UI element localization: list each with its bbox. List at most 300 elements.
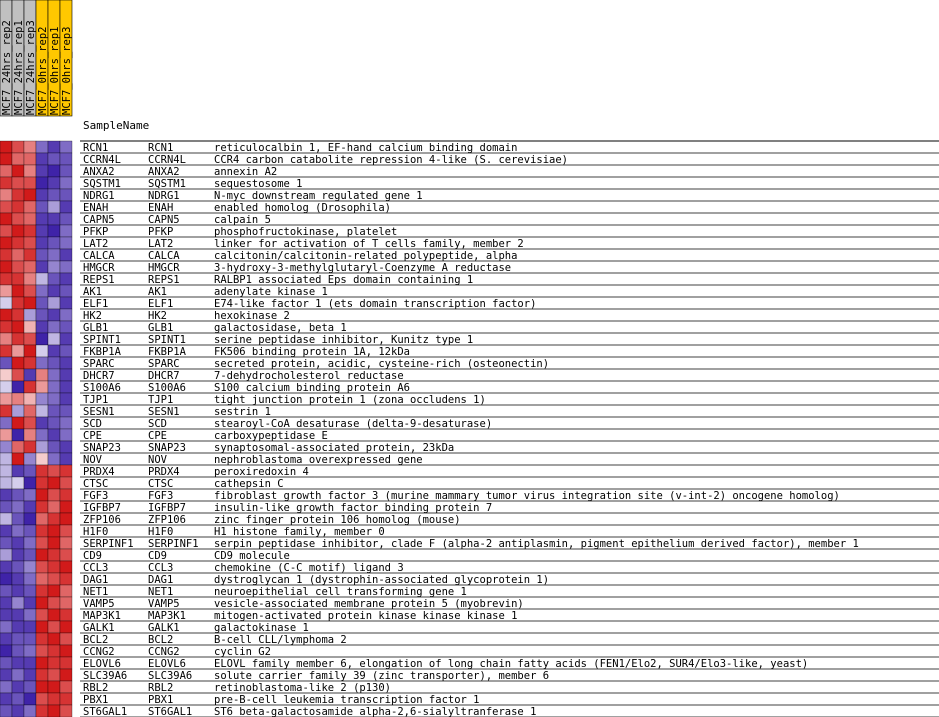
heatmap-cell [48, 441, 60, 453]
heatmap-cell [0, 585, 12, 597]
heatmap-cell [24, 405, 36, 417]
gene-symbol: PFKP [148, 226, 174, 238]
heatmap-cell [24, 597, 36, 609]
gene-name: DAG1 [83, 574, 109, 586]
heatmap-cell [48, 393, 60, 405]
gene-description: solute carrier family 39 (zinc transporter), member 6 [214, 670, 550, 682]
heatmap-cell [48, 621, 60, 633]
heatmap-cell [0, 285, 12, 297]
heatmap-cell [48, 525, 60, 537]
gene-symbol: CAPN5 [148, 214, 180, 226]
heatmap-cell [0, 549, 12, 561]
gene-symbol: ELF1 [148, 298, 174, 310]
heatmap-cell [24, 225, 36, 237]
gene-symbol: SNAP23 [148, 442, 186, 454]
gene-symbol: CPE [148, 430, 167, 442]
heatmap-cell [48, 285, 60, 297]
heatmap-cell [36, 309, 48, 321]
heatmap-cell [12, 297, 24, 309]
heatmap-cell [60, 657, 72, 669]
heatmap-cell [36, 177, 48, 189]
heatmap-cell [24, 237, 36, 249]
heatmap-cell [36, 501, 48, 513]
heatmap-cell [12, 597, 24, 609]
heatmap-cell [60, 213, 72, 225]
heatmap-cell [24, 489, 36, 501]
gene-symbol: HMGCR [148, 262, 180, 274]
heatmap-cell [48, 381, 60, 393]
gene-name: CAPN5 [83, 214, 115, 226]
gene-name: SNAP23 [83, 442, 121, 454]
heatmap-cell [48, 477, 60, 489]
heatmap-cell [0, 249, 12, 261]
gene-description: linker for activation of T cells family, member 2 [214, 238, 524, 250]
heatmap-cell [48, 405, 60, 417]
heatmap-cell [36, 609, 48, 621]
heatmap-cell [48, 681, 60, 693]
heatmap-cell [0, 297, 12, 309]
heatmap-cell [24, 297, 36, 309]
heatmap-cell [12, 465, 24, 477]
heatmap-cell [60, 441, 72, 453]
gene-symbol: FKBP1A [148, 346, 186, 358]
gene-symbol: CD9 [148, 550, 167, 562]
gene-symbol: CALCA [148, 250, 180, 262]
gene-symbol: REPS1 [148, 274, 180, 286]
heatmap-cell [12, 513, 24, 525]
heatmap-cell [24, 525, 36, 537]
heatmap-cell [48, 705, 60, 717]
gene-symbol: AK1 [148, 286, 167, 298]
gene-description: carboxypeptidase E [214, 430, 328, 442]
heatmap-cell [60, 621, 72, 633]
heatmap-cell [60, 465, 72, 477]
heatmap-cell [12, 201, 24, 213]
heatmap-cell [24, 477, 36, 489]
gene-description: secreted protein, acidic, cysteine-rich (osteonectin) [214, 358, 550, 370]
heatmap-cell [0, 513, 12, 525]
heatmap-cell [60, 321, 72, 333]
heatmap-cell [48, 177, 60, 189]
gene-symbol: BCL2 [148, 634, 174, 646]
heatmap-cell [48, 693, 60, 705]
heatmap-cell [60, 405, 72, 417]
heatmap-cell [0, 633, 12, 645]
heatmap-cell [48, 489, 60, 501]
heatmap-cell [48, 585, 60, 597]
gene-name: SPARC [83, 358, 115, 370]
heatmap-cell [12, 309, 24, 321]
gene-description: S100 calcium binding protein A6 [214, 382, 410, 394]
heatmap-cell [12, 381, 24, 393]
gene-name: HK2 [83, 310, 102, 322]
gene-name: CPE [83, 430, 102, 442]
heatmap-cell [36, 249, 48, 261]
heatmap-cell [60, 345, 72, 357]
heatmap-cell [24, 609, 36, 621]
gene-symbol: CCL3 [148, 562, 174, 574]
heatmap-cell [24, 585, 36, 597]
gene-description: sequestosome 1 [214, 178, 303, 190]
gene-name: REPS1 [83, 274, 115, 286]
gene-symbol: SPARC [148, 358, 180, 370]
gene-name: NOV [83, 454, 102, 466]
heatmap-cell [36, 669, 48, 681]
heatmap-cell [12, 477, 24, 489]
heatmap-cell [0, 201, 12, 213]
heatmap-cell [24, 249, 36, 261]
gene-name: RBL2 [83, 682, 109, 694]
heatmap-cell [24, 141, 36, 153]
sample-label: MCF7_24hrs_rep3 [25, 20, 37, 115]
heatmap-cell [60, 261, 72, 273]
gene-symbol: RBL2 [148, 682, 174, 694]
gene-description: hexokinase 2 [214, 310, 290, 322]
heatmap-cell [24, 645, 36, 657]
heatmap-cell [12, 525, 24, 537]
heatmap-cell [0, 177, 12, 189]
heatmap-cell [60, 669, 72, 681]
gene-description: dystroglycan 1 (dystrophin-associated glycoprotein 1) [214, 574, 550, 586]
heatmap-cell [24, 633, 36, 645]
heatmap-cell [12, 441, 24, 453]
gene-symbol: ST6GAL1 [148, 706, 193, 717]
gene-description: 7-dehydrocholesterol reductase [214, 370, 404, 382]
gene-description: annexin A2 [214, 166, 278, 178]
gene-description: galactosidase, beta 1 [214, 322, 347, 334]
heatmap-cell [24, 189, 36, 201]
heatmap-cell [12, 177, 24, 189]
gene-description: galactokinase 1 [214, 622, 309, 634]
gene-name: CCNG2 [83, 646, 115, 658]
heatmap-cell [48, 561, 60, 573]
heatmap-cell [12, 165, 24, 177]
gene-name: SQSTM1 [83, 178, 121, 190]
heatmap-cell [48, 141, 60, 153]
gene-description: peroxiredoxin 4 [214, 466, 309, 478]
heatmap-cell [36, 513, 48, 525]
heatmap-cell [36, 381, 48, 393]
heatmap-cell [0, 225, 12, 237]
heatmap-cell [60, 429, 72, 441]
gene-description: mitogen-activated protein kinase kinase kinase 1 [214, 610, 518, 622]
row-labels [83, 142, 859, 717]
gene-name: NET1 [83, 586, 109, 598]
heatmap-cell [60, 417, 72, 429]
heatmap-cell [60, 645, 72, 657]
heatmap-cell [36, 357, 48, 369]
gene-description: sestrin 1 [214, 406, 271, 418]
heatmap-cell [60, 237, 72, 249]
heatmap-cell [36, 705, 48, 717]
gene-symbol: DHCR7 [148, 370, 180, 382]
heatmap-cell [12, 225, 24, 237]
heatmap-cell [0, 489, 12, 501]
gene-description: B-cell CLL/lymphoma 2 [214, 634, 347, 646]
heatmap-cell [36, 165, 48, 177]
gene-symbol: GLB1 [148, 322, 174, 334]
heatmap-cell [36, 429, 48, 441]
gene-description: neuroepithelial cell transforming gene 1 [214, 586, 467, 598]
heatmap-cell [60, 693, 72, 705]
heatmap-cell [12, 213, 24, 225]
sample-label: MCF7_0hrs_rep1 [49, 26, 61, 115]
heatmap-cell [36, 597, 48, 609]
gene-name: ELOVL6 [83, 658, 121, 670]
heatmap-cell [0, 705, 12, 717]
heatmap-cell [12, 141, 24, 153]
gene-name: FGF3 [83, 490, 109, 502]
heatmap-cell [60, 357, 72, 369]
heatmap-cell [60, 573, 72, 585]
heatmap-cell [60, 297, 72, 309]
gene-symbol: LAT2 [148, 238, 174, 250]
heatmap-cell [24, 573, 36, 585]
gene-symbol: SCD [148, 418, 167, 430]
heatmap-cell [60, 501, 72, 513]
gene-symbol: ENAH [148, 202, 174, 214]
sample-label: MCF7_24hrs_rep2 [1, 20, 13, 115]
heatmap-cell [60, 309, 72, 321]
heatmap-cell [48, 333, 60, 345]
heatmap-cell [36, 537, 48, 549]
heatmap-cell [0, 153, 12, 165]
heatmap-cell [48, 549, 60, 561]
sample-label: MCF7_0hrs_rep3 [61, 26, 73, 115]
heatmap-cell [60, 633, 72, 645]
gene-description: zinc finger protein 106 homolog (mouse) [214, 514, 461, 526]
gene-symbol: CCNG2 [148, 646, 180, 658]
heatmap-cell [24, 201, 36, 213]
gene-description: synaptosomal-associated protein, 23kDa [214, 442, 455, 454]
heatmap-cell [24, 357, 36, 369]
heatmap-cell [0, 261, 12, 273]
heatmap-cell [36, 633, 48, 645]
heatmap-cell [24, 561, 36, 573]
heatmap-cell [0, 213, 12, 225]
gene-symbol: S100A6 [148, 382, 186, 394]
heatmap-cell [36, 237, 48, 249]
heatmap-cell [0, 309, 12, 321]
heatmap-cell [36, 561, 48, 573]
heatmap-cell [48, 273, 60, 285]
heatmap-cell [0, 669, 12, 681]
heatmap-cell [36, 225, 48, 237]
heatmap-cell [36, 417, 48, 429]
heatmap-cell [0, 657, 12, 669]
heatmap-cell [48, 669, 60, 681]
gene-symbol: SLC39A6 [148, 670, 193, 682]
heatmap-cell [24, 453, 36, 465]
gene-name: VAMP5 [83, 598, 115, 610]
heatmap-cell [12, 345, 24, 357]
gene-description: tight junction protein 1 (zona occludens 1) [214, 394, 486, 406]
heatmap-cell [12, 261, 24, 273]
heatmap-cell [60, 549, 72, 561]
heatmap-cell [36, 345, 48, 357]
gene-description: cathepsin C [214, 478, 284, 490]
heatmap-cell [48, 357, 60, 369]
gene-description: E74-like factor 1 (ets domain transcription factor) [214, 298, 537, 310]
gene-description: retinoblastoma-like 2 (p130) [214, 682, 392, 694]
gene-symbol: HK2 [148, 310, 167, 322]
gene-name: H1F0 [83, 526, 109, 538]
gene-symbol: ANXA2 [148, 166, 180, 178]
heatmap-cell [48, 249, 60, 261]
heatmap-cell [24, 381, 36, 393]
heatmap-cell [0, 189, 12, 201]
heatmap-cell [48, 537, 60, 549]
heatmap-cell [60, 369, 72, 381]
gene-description: N-myc downstream regulated gene 1 [214, 190, 423, 202]
gene-name: GALK1 [83, 622, 115, 634]
heatmap-cell [24, 429, 36, 441]
gene-symbol: FGF3 [148, 490, 174, 502]
gene-name: ZFP106 [83, 514, 121, 526]
heatmap-cell [12, 501, 24, 513]
heatmap-cell [24, 441, 36, 453]
heatmap-cell [24, 465, 36, 477]
heatmap-cell [24, 537, 36, 549]
heatmap-cell [12, 585, 24, 597]
heatmap-cell [24, 273, 36, 285]
heatmap-cell [60, 477, 72, 489]
gene-description: serine peptidase inhibitor, Kunitz type 1 [214, 334, 474, 346]
heatmap-cell [60, 597, 72, 609]
heatmap-cell [36, 681, 48, 693]
gene-name: HMGCR [83, 262, 115, 274]
gene-name: GLB1 [83, 322, 109, 334]
heatmap-cell [60, 285, 72, 297]
heatmap-cell [0, 597, 12, 609]
heatmap-cell [36, 573, 48, 585]
heatmap-cell [60, 333, 72, 345]
heatmap-cell [12, 561, 24, 573]
heatmap-cell [12, 489, 24, 501]
gene-symbol: CTSC [148, 478, 174, 490]
heatmap-cell [36, 297, 48, 309]
gene-name: SESN1 [83, 406, 115, 418]
heatmap-cell [12, 153, 24, 165]
heatmap-cell [36, 285, 48, 297]
heatmap-cell [36, 645, 48, 657]
heatmap-cell [60, 201, 72, 213]
heatmap-cell [0, 525, 12, 537]
heatmap-cell [0, 357, 12, 369]
gene-description: chemokine (C-C motif) ligand 3 [214, 562, 404, 574]
heatmap-cell [0, 477, 12, 489]
gene-name: NDRG1 [83, 190, 115, 202]
gene-symbol: GALK1 [148, 622, 180, 634]
heatmap-cell [48, 153, 60, 165]
heatmap-cell [48, 345, 60, 357]
heatmap-cell [24, 153, 36, 165]
heatmap-cell [0, 693, 12, 705]
gene-symbol: H1F0 [148, 526, 174, 538]
heatmap-cell [48, 213, 60, 225]
heatmap-cell [60, 513, 72, 525]
heatmap-cell [60, 393, 72, 405]
heatmap-cell [12, 537, 24, 549]
gene-description: reticulocalbin 1, EF-hand calcium binding domain [214, 142, 518, 154]
heatmap-cell [60, 165, 72, 177]
gene-description: serpin peptidase inhibitor, clade F (alpha-2 antiplasmin, pigment epithelium derived factor), member 1 [214, 538, 859, 550]
gene-symbol: ELOVL6 [148, 658, 186, 670]
heatmap-cell [0, 465, 12, 477]
gene-name: LAT2 [83, 238, 109, 250]
heatmap-cell [60, 561, 72, 573]
heatmap-cell [36, 273, 48, 285]
heatmap-cell [60, 705, 72, 717]
gene-description: calpain 5 [214, 214, 271, 226]
gene-symbol: NOV [148, 454, 167, 466]
gene-name: MAP3K1 [83, 610, 121, 622]
heatmap-cell [0, 537, 12, 549]
heatmap-cell [0, 141, 12, 153]
heatmap-cell [36, 477, 48, 489]
heatmap-cell [12, 453, 24, 465]
gene-description: H1 histone family, member 0 [214, 526, 385, 538]
heatmap-cell [36, 693, 48, 705]
heatmap-cell [12, 429, 24, 441]
gene-symbol: IGFBP7 [148, 502, 186, 514]
gene-description: stearoyl-CoA desaturase (delta-9-desaturase) [214, 418, 493, 430]
heatmap-cell [36, 393, 48, 405]
gene-name: CCL3 [83, 562, 109, 574]
heatmap-cell [48, 633, 60, 645]
heatmap-cell [48, 237, 60, 249]
gene-name: SCD [83, 418, 102, 430]
heatmap-cell [36, 465, 48, 477]
gene-symbol: PBX1 [148, 694, 174, 706]
heatmap-cell [12, 609, 24, 621]
heatmap-cell [48, 321, 60, 333]
heatmap-cell [48, 201, 60, 213]
heatmap-cell [48, 417, 60, 429]
heatmap-cell [0, 501, 12, 513]
heatmap-cell [24, 693, 36, 705]
heatmap-cell [12, 621, 24, 633]
gene-symbol: TJP1 [148, 394, 174, 406]
heatmap-cell [24, 369, 36, 381]
heatmap-cell [48, 309, 60, 321]
gene-name: SERPINF1 [83, 538, 134, 550]
gene-name: ANXA2 [83, 166, 115, 178]
heatmap-cell [60, 609, 72, 621]
heatmap-cell [36, 333, 48, 345]
heatmap-cell [0, 237, 12, 249]
heatmap-cell [0, 573, 12, 585]
gene-name: CCRN4L [83, 154, 121, 166]
heatmap-cell [0, 453, 12, 465]
heatmap-cell [36, 189, 48, 201]
heatmap-cell [0, 393, 12, 405]
heatmap-cell [48, 657, 60, 669]
gene-description: insulin-like growth factor binding protein 7 [214, 502, 493, 514]
heatmap-cell [60, 537, 72, 549]
heatmap-cell [60, 189, 72, 201]
heatmap-cell [60, 681, 72, 693]
heatmap-cell [36, 441, 48, 453]
gene-symbol: ZFP106 [148, 514, 186, 526]
heatmap-cell [24, 549, 36, 561]
heatmap-cell [12, 669, 24, 681]
heatmap-cell [24, 657, 36, 669]
heatmap-cell [36, 525, 48, 537]
heatmap-cell [0, 429, 12, 441]
heatmap-cell [12, 645, 24, 657]
heatmap-cell [0, 681, 12, 693]
